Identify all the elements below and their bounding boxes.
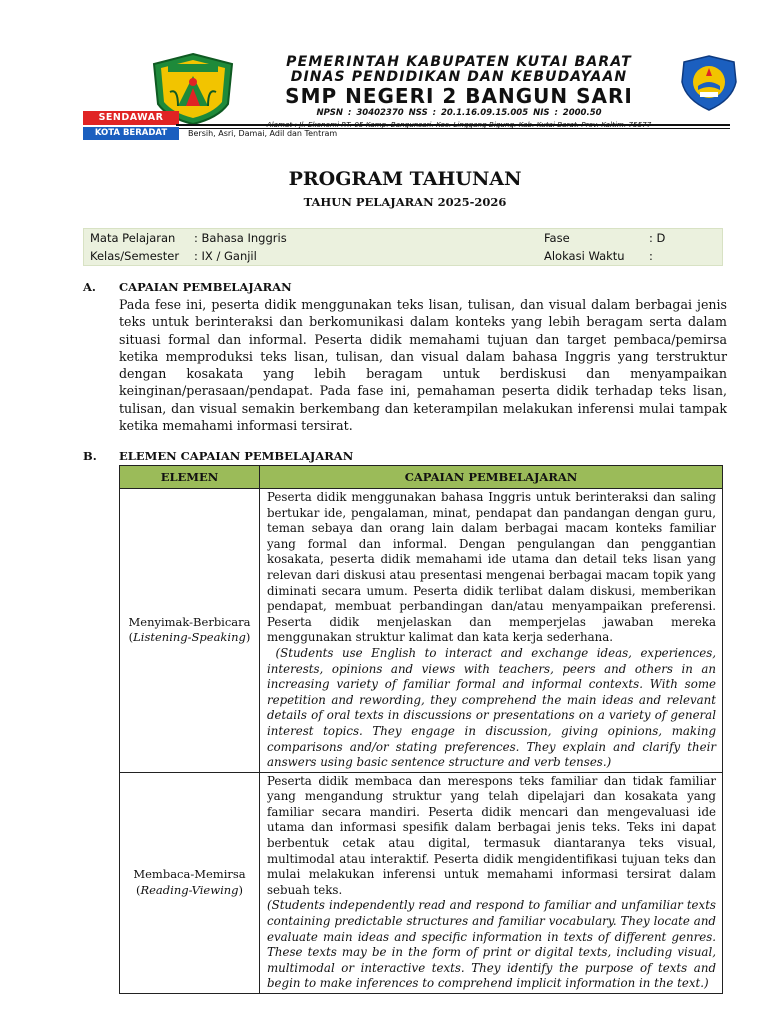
outcome-english-body: Students use English to interact and exchange ideas, experiences, interests, opinions and views with teachers, peers and others in an increasing variety of familiar formal and informal contexts. With some repetition and rewording, they comprehend the main ideas and relevant details of oral texts in discussions or presentations on a variety of general interest topics. They engage in discussion, giving opinions, making comparisons and/or stating preferences. They explain and clarify their answers using basic sentence structure and verb tenses. [267, 645, 716, 770]
section-b-number: B. [83, 449, 97, 463]
table-row [120, 489, 723, 773]
time-allocation-value: : [649, 249, 653, 263]
table-row [120, 772, 723, 993]
tut-wuri-handayani-logo [676, 54, 742, 112]
sendawar-tag: SENDAWAR [83, 111, 179, 125]
class-semester-value: : IX / Ganjil [194, 249, 257, 263]
outcome-cell [260, 489, 723, 773]
department-name: DINAS PENDIDIKAN DAN KEBUDAYAAN [290, 69, 628, 85]
outcome-english-body: Students independently read and respond to familiar and unfamiliar texts containing predictable structures and familiar vocabulary. They locate and evaluate main ideas and specific information in texts of different genres. These texts may be in the form of print or digital texts, including visual, multimodal or interactive texts. They identify the purpose of texts and begin to make inferences to comprehend implicit information in the text. [267, 898, 716, 991]
document-subtitle: TAHUN PELAJARAN 2025-2026 [303, 195, 507, 209]
outcome-cell [260, 772, 723, 993]
table-header-row [120, 466, 723, 489]
element-name-english: Reading-Viewing [140, 882, 239, 897]
course-info-box [83, 228, 723, 266]
document-title: PROGRAM TAHUNAN [288, 168, 522, 190]
section-a-paragraph: Pada fese ini, peserta didik menggunakan teks lisan, tulisan, dan visual dalam berbagai jenis teks untuk berinteraksi dan berkomunikasi dalam konteks yang lebih beragam serta dalam situasi formal dan informal. Peserta didik memahami tujuan dan target pembaca/pemirsa ketika memproduksi teks lisan, tulisan, dan visual dalam bahasa Inggris yang terstruktur dengan kosakata yang lebih beragam untuk berdiskusi dan menyampaikan keinginan/perasaan/pendapat. Pada fase ini, pemahaman peserta didik terhadap teks lisan, tulisan, dan visual semakin berkembang dan keterampilan melakukan inferensi mulai tampak ketika memahami informasi tersirat. [119, 297, 727, 434]
section-b-title: ELEMEN CAPAIAN PEMBELAJARAN [119, 449, 354, 463]
subject-label: Mata Pelajaran [90, 231, 176, 245]
element-cell: Membaca-Memirsa (Reading-Viewing) [120, 772, 260, 993]
element-name-english: Listening-Speaking [133, 630, 246, 645]
letterhead-text [236, 54, 682, 130]
phase-label: Fase [544, 231, 570, 245]
letterhead [0, 0, 768, 160]
outcome-text-english: (Students use English to interact and exchange ideas, experiences, interests, opinions and views with teachers, peers and others in an increasing variety of familiar formal and informal contexts. With some repetition and rewording, they comprehend the main ideas and relevant details of oral texts in discussions or presentations on a variety of general interest topics. They engage in discussion, giving opinions, making comparisons and/or stating preferences. They explain and clarify their answers using basic sentence structure and verb tenses.) [267, 645, 716, 770]
letterhead-rule-thick [176, 124, 730, 126]
column-header-capaian: CAPAIAN PEMBELAJARAN [260, 466, 723, 489]
column-header-elemen: ELEMEN [120, 466, 260, 489]
school-codes: NPSN : 30402370 NSS : 20.1.16.09.15.005 NIS : 2000.50 [316, 108, 602, 118]
class-semester-label: Kelas/Semester [90, 249, 180, 263]
section-a-title: CAPAIAN PEMBELAJARAN [119, 280, 292, 294]
outcome-text-indonesian: Peserta didik menggunakan bahasa Inggris untuk berinteraksi dan saling bertukar ide, pengalaman, minat, pendapat dan pandangan dengan guru, teman sebaya dan orang lain dalam berbagai macam konteks familiar yang formal dan informal. Dengan pengulangan dan penggantian kosakata, peserta didik memahami ide utama dan detail teks lisan yang relevan dari diskusi atau presentasi mengenai berbagai macam topik yang diminati secara umum. Peserta didik terlibat dalam diskusi, memberikan pendapat, membuat perbandingan dan/atau menyampaikan preferensi. Peserta didik menjelaskan dan memperjelas jawaban mereka menggunakan struktur kalimat dan kata kerja sederhana. [267, 490, 716, 645]
section-a-number: A. [83, 280, 96, 294]
outcome-text-english: (Students independently read and respond to familiar and unfamiliar texts containing predictable structures and familiar vocabulary. They locate and evaluate main ideas and specific information in texts of different genres. These texts may be in the form of print or digital texts, including visual, multimodal or interactive texts. They identify the purpose of texts and begin to make inferences to comprehend implicit information in the text.) [267, 898, 716, 991]
kota-beradat-tag: KOTA BERADAT [83, 127, 179, 140]
element-name: Membaca-Memirsa [133, 867, 246, 882]
city-motto: Bersih, Asri, Damai, Adil dan Tentram [188, 129, 338, 138]
element-cell: Menyimak-Berbicara (Listening-Speaking) [120, 489, 260, 773]
outcome-text-indonesian: Peserta didik membaca dan merespons teks familiar dan tidak familiar yang mengandung struktur yang telah dipelajari dan kosakata yang familiar secara mandiri. Peserta didik mencari dan mengevaluasi ide utama dan informasi spesifik dalam berbagai jenis teks. Teks ini dapat berbentuk cetak atau digital, termasuk diantaranya teks visual, multimodal atau interaktif. Peserta didik mengidentifikasi tujuan teks dan mulai melakukan inferensi untuk memahami informasi tersirat dalam sebuah teks. [267, 773, 716, 897]
school-name: SMP NEGERI 2 BANGUN SARI [285, 84, 633, 108]
time-allocation-label: Alokasi Waktu [544, 249, 625, 263]
subject-value: : Bahasa Inggris [194, 231, 287, 245]
government-name: PEMERINTAH KABUPATEN KUTAI BARAT [286, 54, 632, 70]
learning-outcomes-table [119, 465, 723, 994]
section-a-heading [83, 280, 292, 294]
phase-value: : D [649, 231, 666, 245]
element-name: Menyimak-Berbicara [128, 614, 251, 629]
section-b-heading [83, 449, 353, 463]
